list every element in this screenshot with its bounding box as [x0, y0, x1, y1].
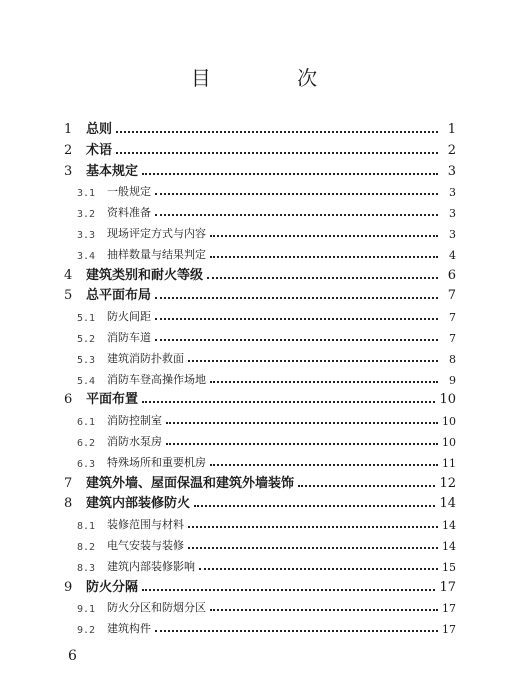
toc-entry-title: 一般规定: [107, 185, 151, 199]
toc-entry-number: 6.3: [77, 458, 96, 470]
toc-entry-number: 3.3: [77, 230, 96, 241]
toc-entry-page: 3: [449, 207, 456, 221]
toc-entry-title: 现场评定方式与内容: [107, 227, 206, 240]
toc-chapter-entry[interactable]: [64, 263, 456, 283]
toc-entry-title: 消防车登高操作场地: [107, 372, 206, 386]
toc-leader-dots: [155, 213, 438, 216]
toc-leader-dots: [194, 504, 435, 507]
toc-leader-dots: [116, 151, 438, 154]
toc-chapter-entry[interactable]: [64, 283, 456, 303]
toc-entry-number: 5.1: [77, 313, 96, 325]
toc-entry-title: 基本规定: [86, 163, 139, 179]
toc-section-entry[interactable]: [77, 221, 456, 241]
toc-entry-title: 防火分区和防烟分区: [107, 601, 206, 615]
toc-entry-page: 11: [442, 456, 456, 470]
toc-leader-dots: [298, 484, 435, 487]
toc-entry-number: 1: [64, 122, 73, 137]
toc-entry-number: 9.2: [77, 625, 96, 637]
toc-entry-number: 3.2: [77, 209, 96, 221]
toc-entry-title: 装修范围与材料: [107, 518, 184, 532]
toc-entry-page: 14: [442, 519, 456, 533]
toc-entry-title: 建筑构件: [107, 622, 151, 636]
toc-entry-title: 建筑内部装修防火: [86, 496, 191, 512]
toc-entry-page: 8: [449, 352, 456, 366]
toc-section-entry[interactable]: [77, 533, 456, 553]
toc-leader-dots: [166, 442, 438, 445]
toc-section-entry[interactable]: [77, 450, 456, 470]
toc-leader-dots: [116, 130, 438, 133]
toc-section-entry[interactable]: [77, 346, 456, 366]
toc-entry-number: 3.4: [77, 250, 96, 262]
toc-chapter-entry[interactable]: [64, 471, 456, 491]
toc-leader-dots: [210, 463, 438, 466]
toc-entry-number: 5: [64, 288, 73, 304]
toc-leader-dots: [210, 380, 438, 383]
toc-entry-title: 防火间距: [107, 310, 151, 324]
toc-entry-title: 特殊场所和重要机房: [107, 455, 206, 469]
toc-entry-title: 防火分隔: [86, 579, 139, 595]
toc-entry-page: 9: [449, 373, 456, 387]
toc-entry-page: 10: [442, 415, 456, 429]
toc-entry-page: 3: [447, 163, 456, 179]
toc-leader-dots: [210, 608, 438, 611]
toc-section-entry[interactable]: [77, 554, 456, 574]
toc-section-entry[interactable]: [77, 595, 456, 615]
toc-leader-dots: [142, 588, 435, 591]
toc-entry-number: 5.3: [77, 354, 96, 366]
toc-leader-dots: [155, 192, 438, 195]
toc-entry-title: 电气安装与装修: [107, 539, 184, 552]
toc-entry-number: 3.1: [77, 188, 96, 200]
toc-entry-number: 5.2: [77, 334, 96, 345]
toc-leader-dots: [199, 567, 438, 570]
toc-entry-number: 8: [64, 496, 73, 512]
toc-entry-number: 4: [64, 267, 73, 283]
toc-leader-dots: [155, 317, 438, 320]
toc-entry-title: 建筑内部装修影响: [107, 559, 195, 573]
toc-leader-dots: [188, 546, 438, 549]
toc-entry-page: 4: [449, 248, 456, 262]
toc-chapter-entry[interactable]: [64, 117, 456, 137]
toc-entry-page: 15: [442, 560, 456, 574]
toc-entry-number: 6: [64, 392, 73, 408]
toc-entry-number: 6.1: [77, 417, 96, 429]
toc-entry-number: 9: [64, 579, 73, 595]
toc-entry-title: 消防控制室: [107, 414, 162, 428]
toc-entry-page: 12: [439, 475, 456, 491]
toc-entry-title: 平面布置: [86, 392, 139, 408]
toc-entry-page: 3: [449, 186, 456, 200]
toc-leader-dots: [155, 629, 438, 632]
toc-section-entry[interactable]: [77, 616, 456, 636]
toc-leader-dots: [207, 276, 438, 279]
toc-leader-dots: [210, 234, 438, 237]
toc-entry-page: 3: [449, 228, 456, 241]
toc-leader-dots: [142, 400, 435, 403]
toc-chapter-entry[interactable]: [64, 575, 456, 595]
toc-entry-page: 2: [447, 142, 456, 158]
toc-leader-dots: [155, 338, 438, 341]
toc-entry-number: 9.1: [77, 604, 96, 616]
toc-leader-dots: [155, 296, 438, 299]
toc-section-entry[interactable]: [77, 242, 456, 262]
toc-entry-number: 3: [64, 163, 73, 179]
toc-entry-title: 建筑类别和耐火等级: [86, 267, 204, 283]
toc-entry-number: 8.2: [77, 542, 96, 553]
toc-section-entry[interactable]: [77, 200, 456, 220]
toc-entry-title: 消防水泵房: [107, 435, 162, 448]
toc-leader-dots: [142, 172, 438, 175]
toc-section-entry[interactable]: [77, 512, 456, 532]
toc-entry-number: 6.2: [77, 438, 96, 449]
page-title: 目 次: [190, 66, 358, 90]
toc-entry-number: 8.3: [77, 562, 96, 574]
toc-leader-dots: [188, 525, 438, 528]
toc-chapter-entry[interactable]: [64, 159, 456, 179]
toc-entry-title: 抽样数量与结果判定: [107, 247, 206, 261]
toc-entry-title: 总则: [86, 122, 113, 137]
toc-section-entry[interactable]: [77, 179, 456, 199]
toc-entry-page: 10: [439, 392, 456, 408]
toc-entry-page: 14: [439, 496, 456, 512]
toc-entry-page: 17: [442, 602, 456, 616]
toc-entry-page: 6: [447, 267, 456, 283]
toc-leader-dots: [166, 421, 438, 424]
toc-entry-page: 17: [439, 579, 456, 595]
toc-section-entry[interactable]: [77, 408, 456, 428]
toc-entry-page: 7: [449, 332, 456, 345]
toc-entry-title: 建筑外墙、屋面保温和建筑外墙装饰: [86, 475, 295, 491]
toc-entry-number: 8.1: [77, 521, 96, 533]
toc-entry-page: 1: [447, 122, 456, 137]
toc-entry-page: 7: [447, 288, 456, 304]
toc-entry-title: 消防车道: [107, 331, 151, 344]
footer-page-number: 6: [68, 648, 77, 664]
toc-chapter-entry[interactable]: [64, 491, 456, 511]
toc-chapter-entry[interactable]: [64, 387, 456, 407]
toc-entry-title: 总平面布局: [86, 288, 152, 304]
toc-entry-title: 建筑消防扑救面: [107, 351, 184, 365]
toc-section-entry[interactable]: [77, 429, 456, 449]
toc-leader-dots: [188, 359, 438, 362]
toc-entry-page: 17: [442, 623, 456, 637]
toc-leader-dots: [210, 255, 438, 258]
toc-entry-title: 资料准备: [107, 206, 151, 220]
toc-entry-number: 5.4: [77, 375, 96, 387]
toc-section-entry[interactable]: [77, 325, 456, 345]
toc-section-entry[interactable]: [77, 304, 456, 324]
toc-entry-title: 术语: [86, 142, 113, 158]
toc-entry-page: 10: [442, 436, 456, 449]
toc-entry-page: 7: [449, 311, 456, 325]
toc-chapter-entry[interactable]: [64, 138, 456, 158]
toc-entry-number: 7: [64, 475, 73, 491]
toc-entry-number: 2: [64, 142, 73, 158]
toc-section-entry[interactable]: [77, 367, 456, 387]
toc-entry-page: 14: [442, 540, 456, 553]
